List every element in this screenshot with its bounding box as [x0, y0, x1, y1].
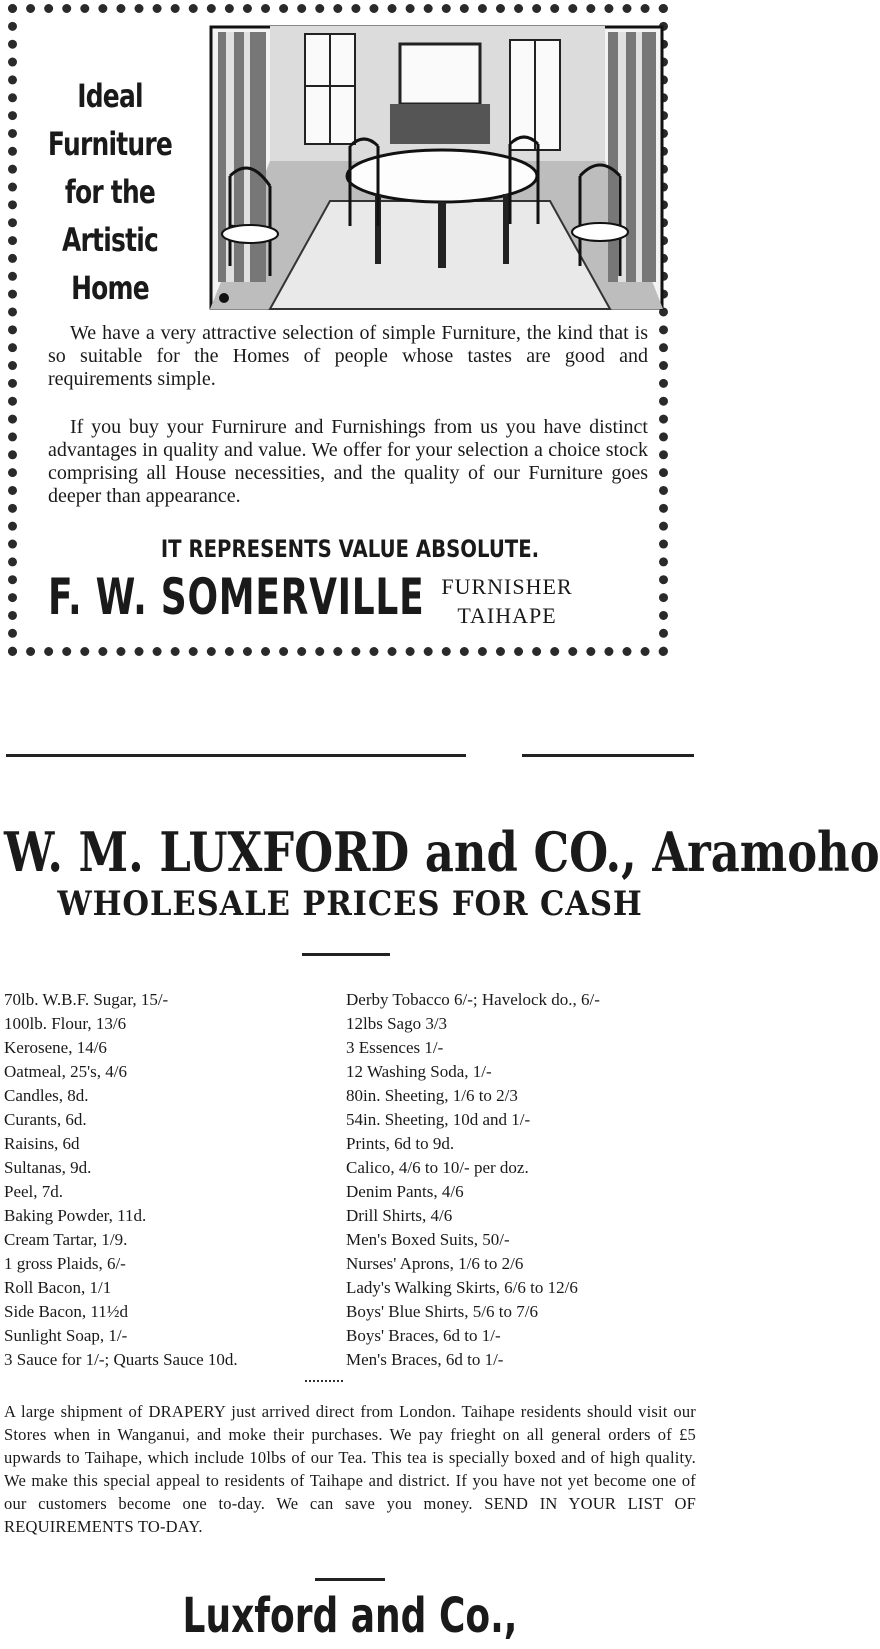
price-item: Roll Bacon, 1/1	[4, 1278, 112, 1297]
advantages-paragraph: If you buy your Furnirure and Furnishings from us you have distinct advantages in quality and value. We offer for your selection a choice stock comprising all House necessities, and the quality of our Furniture goes deeper than appearance.	[48, 416, 648, 507]
luxford-subheading: WHOLESALE PRICES FOR CASH	[57, 884, 643, 924]
furnished-dining-room-illustration	[210, 26, 663, 309]
intro-paragraph: We have a very attractive selection of simple Furniture, the kind that is so suitable for the Homes of people whose tastes are good and requirements simple.	[48, 322, 648, 390]
price-item: Sunlight Soap, 1/-	[4, 1326, 128, 1345]
price-item: Men's Braces, 6d to 1/-	[346, 1350, 504, 1369]
slogan-line: Furniture	[47, 125, 173, 163]
price-list-left	[4, 988, 334, 1372]
price-item: Sultanas, 9d.	[4, 1158, 92, 1177]
slogan-line: for the	[64, 173, 156, 211]
price-item: Side Bacon, 11½d	[4, 1302, 129, 1321]
drapery-announcement: A large shipment of DRAPERY just arrived direct from London. Taihape residents should visit our Stores when in Wanganui, and moke their purchases. We pay frieght on all general orders of £5 upwards to Taihape, which include 10lbs of our Tea. This tea is specially boxed and of high quality. We make this special appeal to residents of Taihape and district. If you have not yet become one of our customers become one to-day. We can save you money. SEND IN YOUR LIST OF REQUIREMENTS TO-DAY.	[4, 1402, 696, 1536]
slogan-line: Artistic	[61, 221, 159, 259]
business-trade	[427, 572, 587, 630]
price-item: Raisins, 6d	[4, 1134, 80, 1153]
price-item: Peel, 7d.	[4, 1182, 64, 1201]
price-item: Boys' Braces, 6d to 1/-	[346, 1326, 501, 1345]
price-item: Calico, 4/6 to 10/- per doz.	[346, 1158, 529, 1177]
heading-rule	[302, 953, 390, 956]
price-item: Drill Shirts, 4/6	[346, 1206, 453, 1225]
price-item: Men's Boxed Suits, 50/-	[346, 1230, 510, 1249]
slogan-line: Ideal	[77, 77, 143, 115]
price-item: Derby Tobacco 6/-; Havelock do., 6/-	[346, 990, 600, 1009]
ad-slogan	[48, 72, 173, 312]
business-name: F. W. SOMERVILLE	[48, 568, 425, 626]
price-item: Prints, 6d to 9d.	[346, 1134, 455, 1153]
price-item: Oatmeal, 25's, 4/6	[4, 1062, 127, 1081]
price-item: Boys' Blue Shirts, 5/6 to 7/6	[346, 1302, 538, 1321]
town-label: TAIHAPE	[457, 603, 557, 628]
luxford-signature: Luxford and Co.,	[182, 1588, 518, 1644]
price-item: Candles, 8d.	[4, 1086, 89, 1105]
price-item: 100lb. Flour, 13/6	[4, 1014, 127, 1033]
price-item: Baking Powder, 11d.	[4, 1206, 147, 1225]
value-line: IT REPRESENTS VALUE ABSOLUTE.	[160, 535, 540, 563]
price-item: Kerosene, 14/6	[4, 1038, 107, 1057]
price-item: Denim Pants, 4/6	[346, 1182, 464, 1201]
price-item: 1 gross Plaids, 6/-	[4, 1254, 126, 1273]
price-item: 70lb. W.B.F. Sugar, 15/-	[4, 990, 169, 1009]
luxford-heading: W. M. LUXFORD and CO., Aramoho	[4, 820, 880, 884]
column-rule	[6, 754, 466, 757]
price-item: 54in. Sheeting, 10d and 1/-	[346, 1110, 531, 1129]
price-item: 12lbs Sago 3/3	[346, 1014, 448, 1033]
dotted-rule	[305, 1380, 343, 1382]
price-item: Cream Tartar, 1/9.	[4, 1230, 128, 1249]
column-rule	[522, 754, 694, 757]
signature-rule	[315, 1578, 385, 1581]
price-item: Curants, 6d.	[4, 1110, 87, 1129]
price-item: 3 Sauce for 1/-; Quarts Sauce 10d.	[4, 1350, 238, 1369]
price-item: Nurses' Aprons, 1/6 to 2/6	[346, 1254, 524, 1273]
price-item: Lady's Walking Skirts, 6/6 to 12/6	[346, 1278, 578, 1297]
price-item: 80in. Sheeting, 1/6 to 2/3	[346, 1086, 518, 1105]
price-list-right	[346, 988, 700, 1372]
price-item: 3 Essences 1/-	[346, 1038, 444, 1057]
price-item: 12 Washing Soda, 1/-	[346, 1062, 492, 1081]
trade-label: FURNISHER	[441, 574, 573, 599]
slogan-line: Home	[71, 269, 149, 307]
